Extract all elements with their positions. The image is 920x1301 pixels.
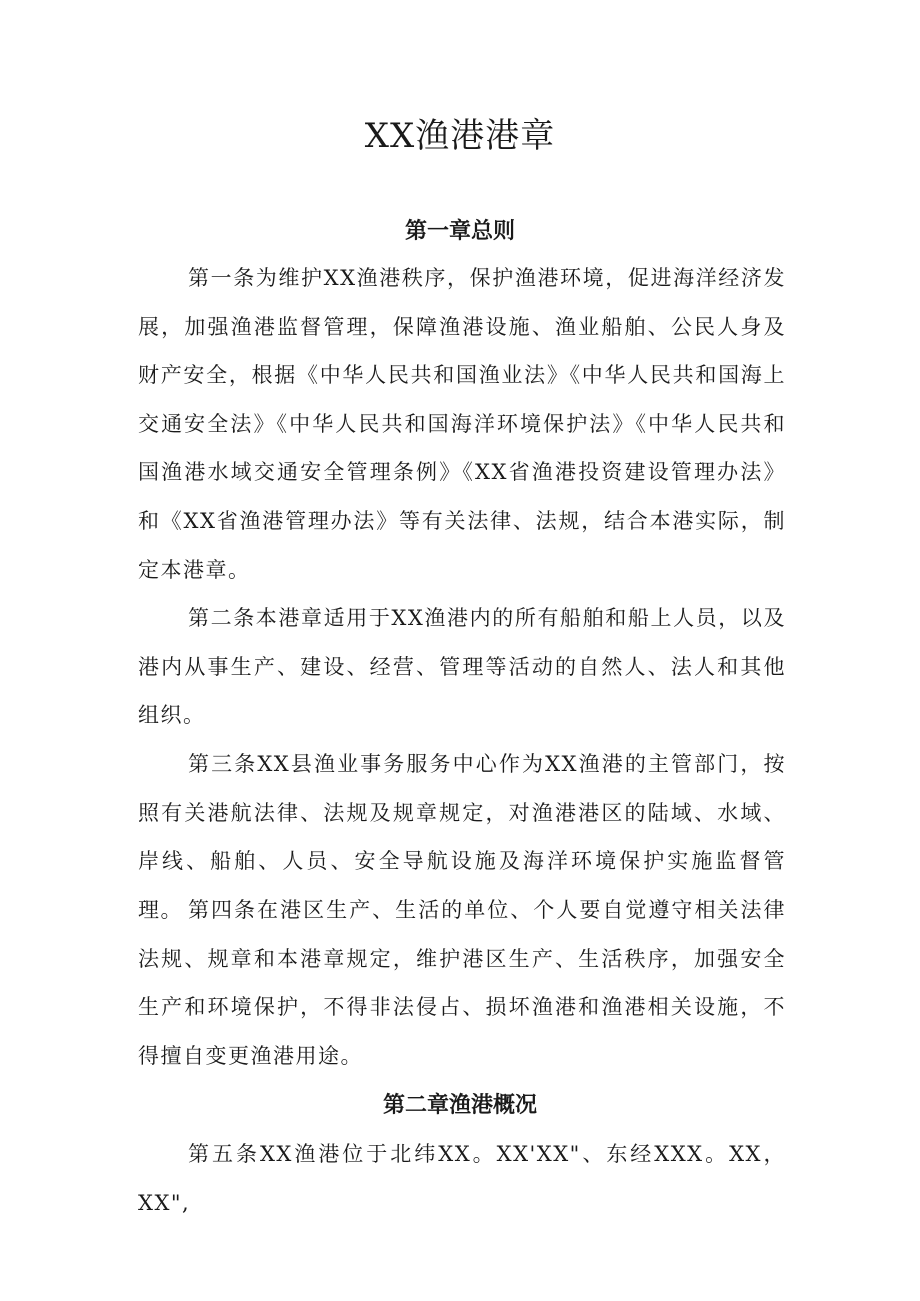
article-paragraph: 第一条为维护XX渔港秩序，保护渔港环境，促进海洋经济发展，加强渔港监督管理，保障渔港设施、渔业船舶、公民人身及财产安全，根据《中华人民共和国渔业法》《中华人民共和国海上交通安全法》《中华人民共和国海洋环境保护法》《中华人民共和国渔港水域交通安全管理条例》《XX省渔港投资建设管理办法》和《XX省渔港管理办法》等有关法律、法规，结合本港实际，制定本港章。	[138, 266, 786, 582]
article-paragraph: 第四条在港区生产、生活的单位、个人要自觉遵守相关法律法规、规章和本港章规定，维护港区生产、生活秩序，加强安全生产和环境保护，不得非法侵占、损坏渔港和渔港相关设施，不得擅自变更渔港用途。	[138, 898, 786, 1068]
document-title: XX渔港港章	[364, 116, 556, 156]
chapter-heading: 第一章总则	[404, 219, 515, 244]
chapter-heading: 第二章渔港概况	[382, 1093, 537, 1118]
article-paragraph: 第二条本港章适用于XX渔港内的所有船舶和船上人员，以及港内从事生产、建设、经营、管理等活动的自然人、法人和其他组织。	[138, 606, 786, 728]
article-paragraph: 第五条XX渔港位于北纬XX。XX'XX"、东经XXX。XX，XX",	[138, 1142, 786, 1215]
article-paragraph: 第三条XX县渔业事务服务中心作为XX渔港的主管部门，按照有关港航法律、法规及规章规定，对渔港港区的陆域、水域、岸线、船舶、人员、安全导航设施及海洋环境保护实施监督管理。	[138, 752, 786, 922]
